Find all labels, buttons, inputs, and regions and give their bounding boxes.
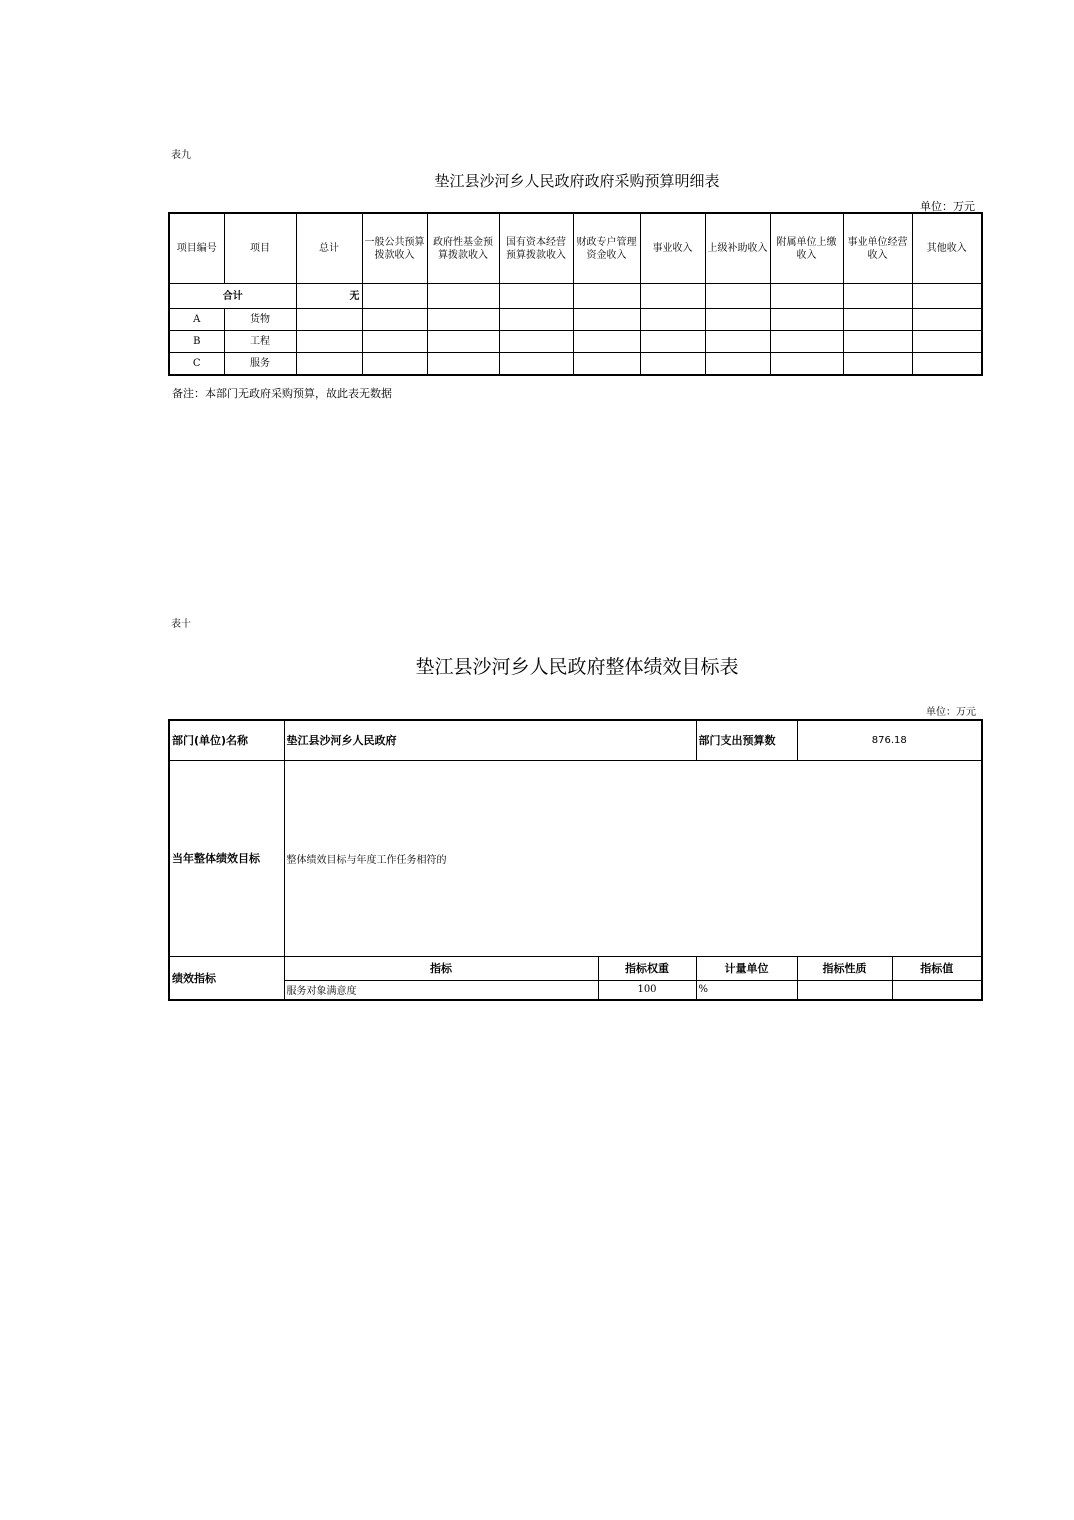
header-cell: 事业收入 — [640, 213, 705, 284]
table-row — [169, 353, 982, 376]
goal-text: 整体绩效目标与年度工作任务相符的 — [284, 760, 982, 956]
table-row — [169, 309, 982, 331]
indicator-header: 指标值 — [892, 956, 982, 980]
table9-total-row — [169, 284, 982, 309]
row-code: C — [169, 353, 224, 376]
indicator-nature — [797, 980, 892, 1000]
indicator-header: 指标 — [284, 956, 598, 980]
goal-label: 当年整体绩效目标 — [169, 760, 284, 956]
budget-value: 876.18 — [797, 720, 982, 760]
budget-label: 部门支出预算数 — [696, 720, 797, 760]
indicator-header: 计量单位 — [696, 956, 797, 980]
header-cell: 一般公共预算拨款收入 — [362, 213, 427, 284]
performance-goal-table — [168, 719, 983, 1001]
header-cell: 其他收入 — [912, 213, 982, 284]
indicator-weight: 100 — [598, 980, 696, 1000]
row-name: 工程 — [224, 331, 296, 353]
table10-unit: 单位：万元 — [926, 707, 976, 718]
dept-label: 部门(单位)名称 — [169, 720, 284, 760]
row-name: 货物 — [224, 309, 296, 331]
indicator-header: 指标权重 — [598, 956, 696, 980]
row-code: B — [169, 331, 224, 353]
table9-header-row — [169, 213, 982, 284]
table-row — [169, 980, 982, 1000]
procurement-budget-table — [168, 212, 983, 376]
indicator-header-row — [169, 956, 982, 980]
dept-row — [169, 720, 982, 760]
goal-row — [169, 760, 982, 956]
table10-title: 垫江县沙河乡人民政府整体绩效目标表 — [415, 656, 739, 678]
table-row — [169, 331, 982, 353]
header-cell: 附属单位上缴收入 — [770, 213, 843, 284]
row-name: 服务 — [224, 353, 296, 376]
header-cell: 财政专户管理资金收入 — [573, 213, 640, 284]
indicator-value — [892, 980, 982, 1000]
total-label: 合计 — [169, 284, 296, 309]
table9-title: 垫江县沙河乡人民政府政府采购预算明细表 — [434, 172, 720, 190]
header-cell: 项目 — [224, 213, 296, 284]
indicator-unit: % — [696, 980, 797, 1000]
table9-note: 备注：本部门无政府采购预算，故此表无数据 — [172, 387, 392, 400]
header-cell: 上级补助收入 — [705, 213, 770, 284]
table10-label: 表十 — [171, 619, 191, 630]
table9-unit: 单位：万元 — [920, 200, 975, 213]
header-cell: 总计 — [296, 213, 362, 284]
header-cell: 国有资本经营预算拨款收入 — [499, 213, 573, 284]
indicator-label: 绩效指标 — [169, 956, 284, 1000]
total-value: 无 — [296, 284, 362, 309]
header-cell: 事业单位经营收入 — [843, 213, 912, 284]
header-cell: 项目编号 — [169, 213, 224, 284]
table9-label: 表九 — [171, 150, 191, 161]
header-cell: 政府性基金预算拨款收入 — [427, 213, 499, 284]
dept-name: 垫江县沙河乡人民政府 — [284, 720, 696, 760]
row-code: A — [169, 309, 224, 331]
indicator-name: 服务对象满意度 — [284, 980, 598, 1000]
indicator-header: 指标性质 — [797, 956, 892, 980]
